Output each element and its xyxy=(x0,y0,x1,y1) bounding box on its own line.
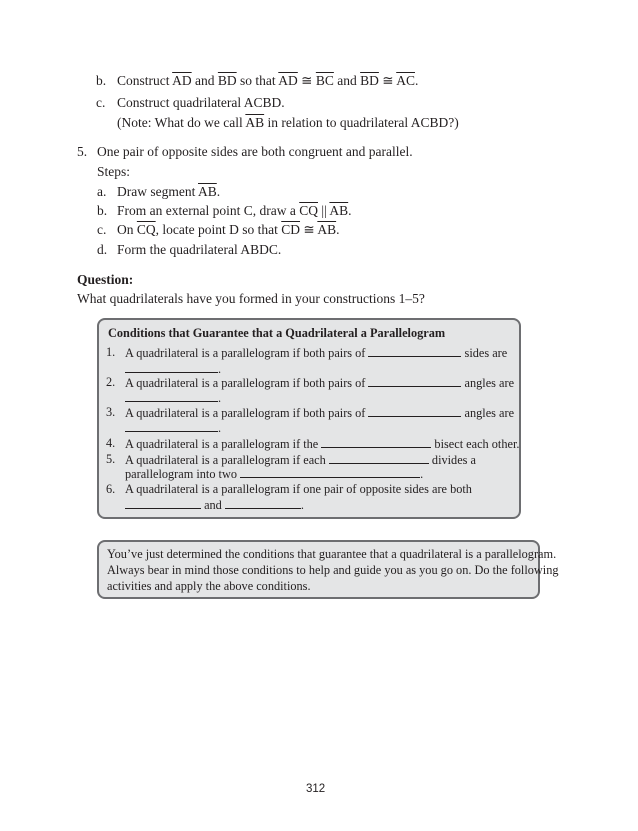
condition-1-blank-2[interactable] xyxy=(125,361,218,373)
condition-5-blank-2[interactable] xyxy=(240,466,420,478)
condition-6-blank-2[interactable] xyxy=(225,497,301,509)
condition-2-text: A quadrilateral is a parallelogram if both pairs of angles are xyxy=(125,376,515,390)
condition-4-blank[interactable] xyxy=(321,436,431,448)
condition-3-text: A quadrilateral is a parallelogram if both pairs of angles are xyxy=(125,406,515,420)
condition-2-number: 2. xyxy=(106,375,116,389)
info-line-2: Always bear in mind those conditions to help and guide you as you go on. Do the following xyxy=(107,563,559,577)
item4-note: (Note: What do we call $\overline{AB}$ in relation to quadrilateral ACBD?) xyxy=(117,115,459,130)
condition-5-blank[interactable] xyxy=(329,452,429,464)
item5-c-text: On $\overline{CQ}$, locate point D so that $\overline{CD}$ ≅ $\overline{AB}$. xyxy=(117,222,340,237)
condition-6-line2: and . xyxy=(125,497,304,513)
condition-5-line2: parallelogram into two . xyxy=(125,467,424,481)
conditions-title: Conditions that Guarantee that a Quadrilateral a Parallelogram xyxy=(108,326,446,340)
info-line-3: activities and apply the above conditions. xyxy=(107,579,311,593)
item5-steps-label: Steps: xyxy=(97,164,131,179)
condition-3-blank-2[interactable] xyxy=(125,420,218,432)
question-label: Question: xyxy=(77,272,134,287)
condition-1-number: 1. xyxy=(106,345,116,359)
condition-6-blank[interactable] xyxy=(125,497,201,509)
item5-b-text: From an external point C, draw a $\overline{CQ}$ || $\overline{AB}$. xyxy=(117,203,352,218)
condition-1-text: A quadrilateral is a parallelogram if both pairs of sides are xyxy=(125,346,508,360)
item5-c-marker: c. xyxy=(97,222,107,237)
condition-3-number: 3. xyxy=(106,405,116,419)
item5-text: One pair of opposite sides are both congruent and parallel. xyxy=(97,144,413,159)
condition-1-blank[interactable] xyxy=(368,345,461,357)
item4-b-text: Construct $\overline{AD}$ and $\overline{BD}$ so that $\overline{AD}$ ≅ $\overline{BC}$ and $\overline{BD}$ ≅ $\overline{AC}$. xyxy=(117,73,419,88)
item4-c-text: Construct quadrilateral ACBD. xyxy=(117,95,285,110)
condition-5-number: 5. xyxy=(106,452,116,466)
condition-1-line2: . xyxy=(125,361,221,377)
item5-a-text: Draw segment $\overline{AB}$. xyxy=(117,184,221,199)
condition-3-blank[interactable] xyxy=(368,405,461,417)
condition-2-blank[interactable] xyxy=(368,375,461,387)
question-text: What quadrilaterals have you formed in your constructions 1–5? xyxy=(77,291,425,306)
info-line-1: You’ve just determined the conditions that guarantee that a quadrilateral is a parallelogram. xyxy=(107,547,557,561)
condition-3-line2: . xyxy=(125,420,221,436)
condition-6-text: A quadrilateral is a parallelogram if one pair of opposite sides are both xyxy=(125,482,472,496)
condition-4-number: 4. xyxy=(106,436,116,450)
item5-d-marker: d. xyxy=(97,242,108,257)
item5-a-marker: a. xyxy=(97,184,107,199)
item4-b-marker: b. xyxy=(96,73,107,88)
item5-number: 5. xyxy=(77,144,88,159)
condition-6-number: 6. xyxy=(106,482,116,496)
condition-5-text: A quadrilateral is a parallelogram if each divides a xyxy=(125,453,476,467)
condition-2-line2: . xyxy=(125,390,221,406)
condition-4-text: A quadrilateral is a parallelogram if the bisect each other. xyxy=(125,437,520,451)
page-number: 312 xyxy=(306,783,326,795)
item5-d-text: Form the quadrilateral ABDC. xyxy=(117,242,282,257)
condition-2-blank-2[interactable] xyxy=(125,390,218,402)
item5-b-marker: b. xyxy=(97,203,108,218)
item4-c-marker: c. xyxy=(96,95,106,110)
